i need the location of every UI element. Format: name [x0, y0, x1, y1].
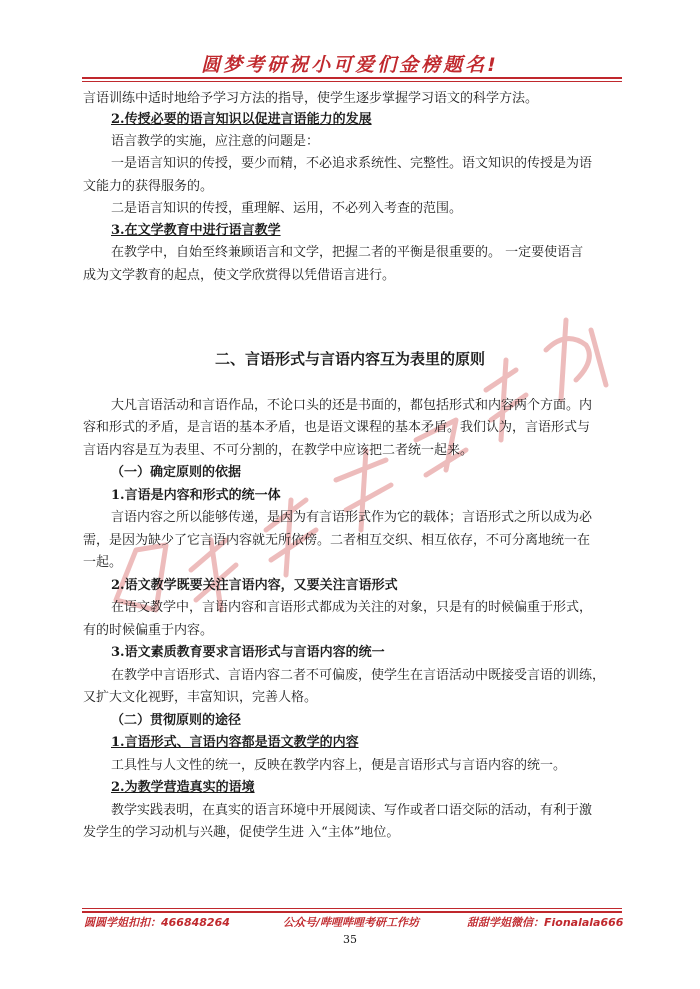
body-line: 在语文教学中，言语内容和言语形式都成为关注的对象，只是有的时候偏重于形式， — [111, 600, 593, 615]
body-line: 二是语言知识的传授，重理解、运用，不必列入考查的范围。 — [111, 201, 463, 216]
body-line: 需，是因为缺少了它言语内容就无所依傍。二者相互交织、相互依存，不可分离地统一在 — [83, 533, 591, 548]
footer-rule-thin — [82, 908, 622, 909]
subheading: 2.语文教学既要关注言语内容，又要关注言语形式 — [111, 578, 398, 593]
page-number: 35 — [343, 933, 357, 946]
subheading: 1.言语形式、言语内容都是语文教学的内容 — [111, 735, 359, 750]
header-title: 圆梦考研祝小可爱们金榜题名! — [201, 54, 499, 76]
body-line: 文能力的获得服务的。 — [83, 179, 214, 194]
body-line: 言语内容之所以能够传递，是因为有言语形式作为它的载体；言语形式之所以成为必 — [111, 510, 593, 525]
body-line: 一起。 — [83, 555, 123, 570]
body-line: 成为文学教育的起点，使文学欣赏得以凭借语言进行。 — [83, 268, 396, 283]
body-line: 又扩大文化视野，丰富知识，完善人格。 — [83, 690, 318, 705]
subheading: 1.言语是内容和形式的统一体 — [111, 488, 281, 503]
body-line: 一是语言知识的传授，要少而精，不必追求系统性、完整性。语文知识的传授是为语 — [111, 156, 593, 171]
body-line: 言语内容是互为表里、不可分割的，在教学中应该把二者统一起来。 — [83, 443, 474, 458]
section-title: 二、言语形式与言语内容互为表里的原则 — [214, 350, 485, 368]
subheading: 2.传授必要的语言知识以促进言语能力的发展 — [111, 112, 372, 127]
footer-qq: 圆圆学姐扣扣：466848264 — [84, 916, 230, 929]
body-line: 发学生的学习动机与兴趣，促使学生进 入“主体”地位。 — [83, 825, 400, 840]
subheading: 3.语文素质教育要求言语形式与言语内容的统一 — [111, 645, 385, 660]
body-line: 语言教学的实施，应注意的问题是： — [111, 134, 320, 149]
body-line: 有的时候偏重于内容。 — [83, 623, 214, 638]
footer-wechat-public: 公众号/哔哩哔哩考研工作坊 — [283, 916, 420, 929]
footer-rule-thick — [82, 911, 622, 913]
body-line: 在教学中，自始至终兼顾语言和文学，把握二者的平衡是很重要的。 一定要使语言 — [111, 245, 584, 260]
body-line: 大凡言语活动和言语作品，不论口头的还是书面的，都包括形式和内容两个方面。内 — [111, 398, 593, 413]
subheading: （一）确定原则的依据 — [111, 465, 242, 480]
body-line: 教学实践表明，在真实的语言环境中开展阅读、写作或者口语交际的活动，有利于激 — [111, 803, 593, 818]
header-rule-thick — [82, 77, 622, 79]
header-rule-thin — [82, 81, 622, 82]
body-line: 容和形式的矛盾，是言语的基本矛盾，也是语文课程的基本矛盾。我们认为，言语形式与 — [83, 420, 591, 435]
footer-wechat: 甜甜学姐微信：Fionalala666 — [467, 916, 624, 929]
body-line: 在教学中言语形式、言语内容二者不可偏废，使学生在言语活动中既接受言语的训练， — [111, 668, 606, 683]
body-line: 工具性与人文性的统一，反映在教学内容上，便是言语形式与言语内容的统一。 — [111, 758, 567, 773]
body-line: 言语训练中适时地给予学习方法的指导，使学生逐步掌握学习语文的科学方法。 — [83, 91, 539, 106]
subheading: （二）贯彻原则的途径 — [111, 713, 242, 728]
subheading: 2.为教学营造真实的语境 — [111, 780, 255, 795]
subheading: 3.在文学教育中进行语言教学 — [111, 223, 281, 238]
